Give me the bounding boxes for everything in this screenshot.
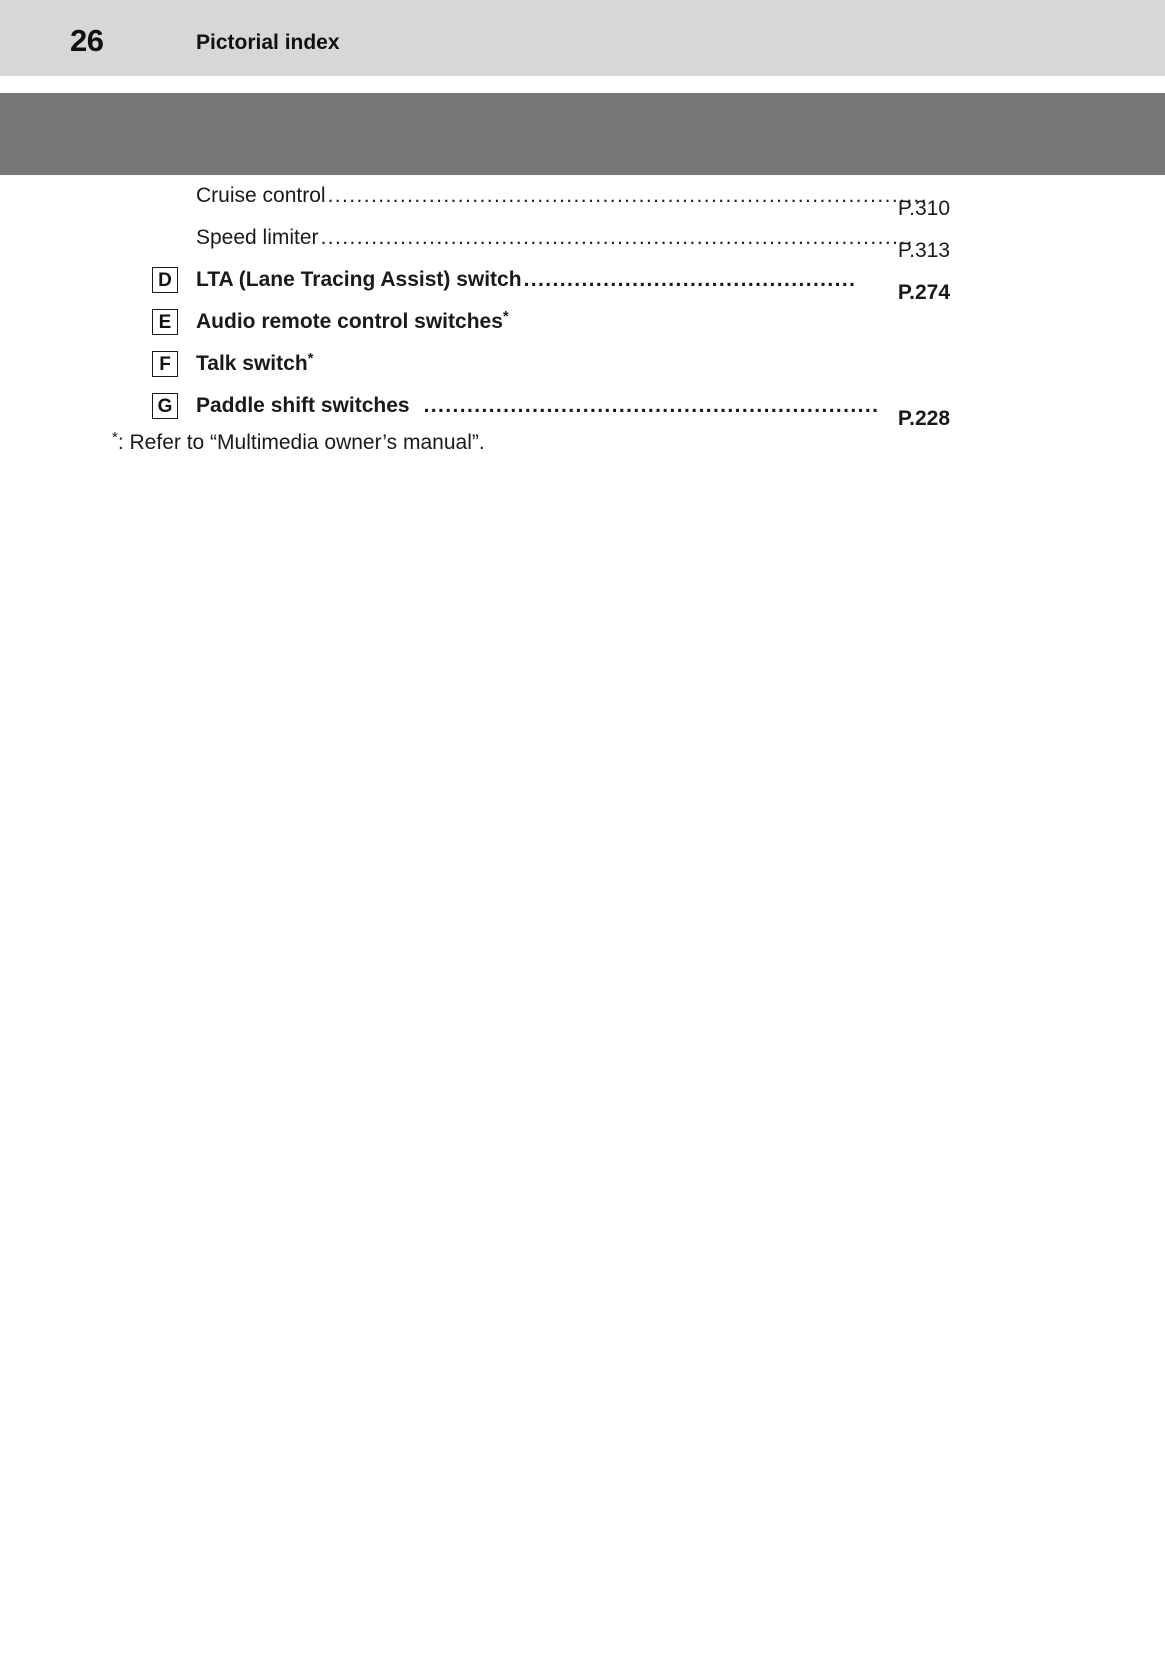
index-entry-label[interactable]: LTA (Lane Tracing Assist) switch (196, 268, 522, 291)
index-row-inner (196, 267, 1165, 293)
index-row[interactable] (0, 259, 1165, 304)
page-reference-text: P.274 (897, 281, 950, 304)
page-reference-text: P.228 (897, 407, 950, 430)
index-row[interactable] (0, 301, 1165, 343)
index-letter-badge-d: D (152, 267, 178, 293)
index-entry-label[interactable]: Cruise control (196, 184, 326, 207)
index-entry-label[interactable]: Audio remote control switches (196, 310, 503, 333)
index-row[interactable] (0, 175, 1165, 220)
index-row-inner: Talk switch * (196, 350, 314, 375)
dot-leader: .............................................. (523, 268, 857, 291)
index-entry-label[interactable]: Speed limiter (196, 226, 319, 249)
index-letter-badge-f: F (152, 351, 178, 377)
index-row[interactable] (0, 385, 1165, 430)
index-row-inner (196, 393, 1165, 419)
footnote (112, 428, 485, 458)
page-title: Pictorial index (196, 31, 340, 54)
section-band (0, 93, 1165, 175)
index-row-inner (196, 183, 1165, 209)
footnote-asterisk: * (112, 429, 118, 446)
page-reference-text: P.310 (897, 197, 950, 220)
index-letter-badge-e: E (152, 309, 178, 335)
page-number: 26 (70, 23, 104, 58)
footnote-text: : Refer to “Multimedia owner’s manual”. (117, 431, 485, 454)
dot-leader: ................................................................................... (327, 184, 929, 207)
index-entry-label[interactable]: Paddle shift switches (196, 394, 410, 417)
page-header-bar (0, 0, 1165, 76)
index-row-inner (196, 225, 1165, 251)
dot-leader: ............................................................... (423, 394, 880, 417)
pictorial-index-list (0, 175, 1165, 430)
dot-leader: .................................................................................. (320, 226, 914, 249)
index-row[interactable] (0, 343, 1165, 385)
index-row[interactable] (0, 217, 1165, 262)
index-row-inner: Audio remote control switches * (196, 308, 509, 333)
page-reference-text: P.313 (897, 239, 950, 262)
index-letter-badge-g: G (152, 393, 178, 419)
index-entry-label[interactable]: Talk switch (196, 352, 308, 375)
